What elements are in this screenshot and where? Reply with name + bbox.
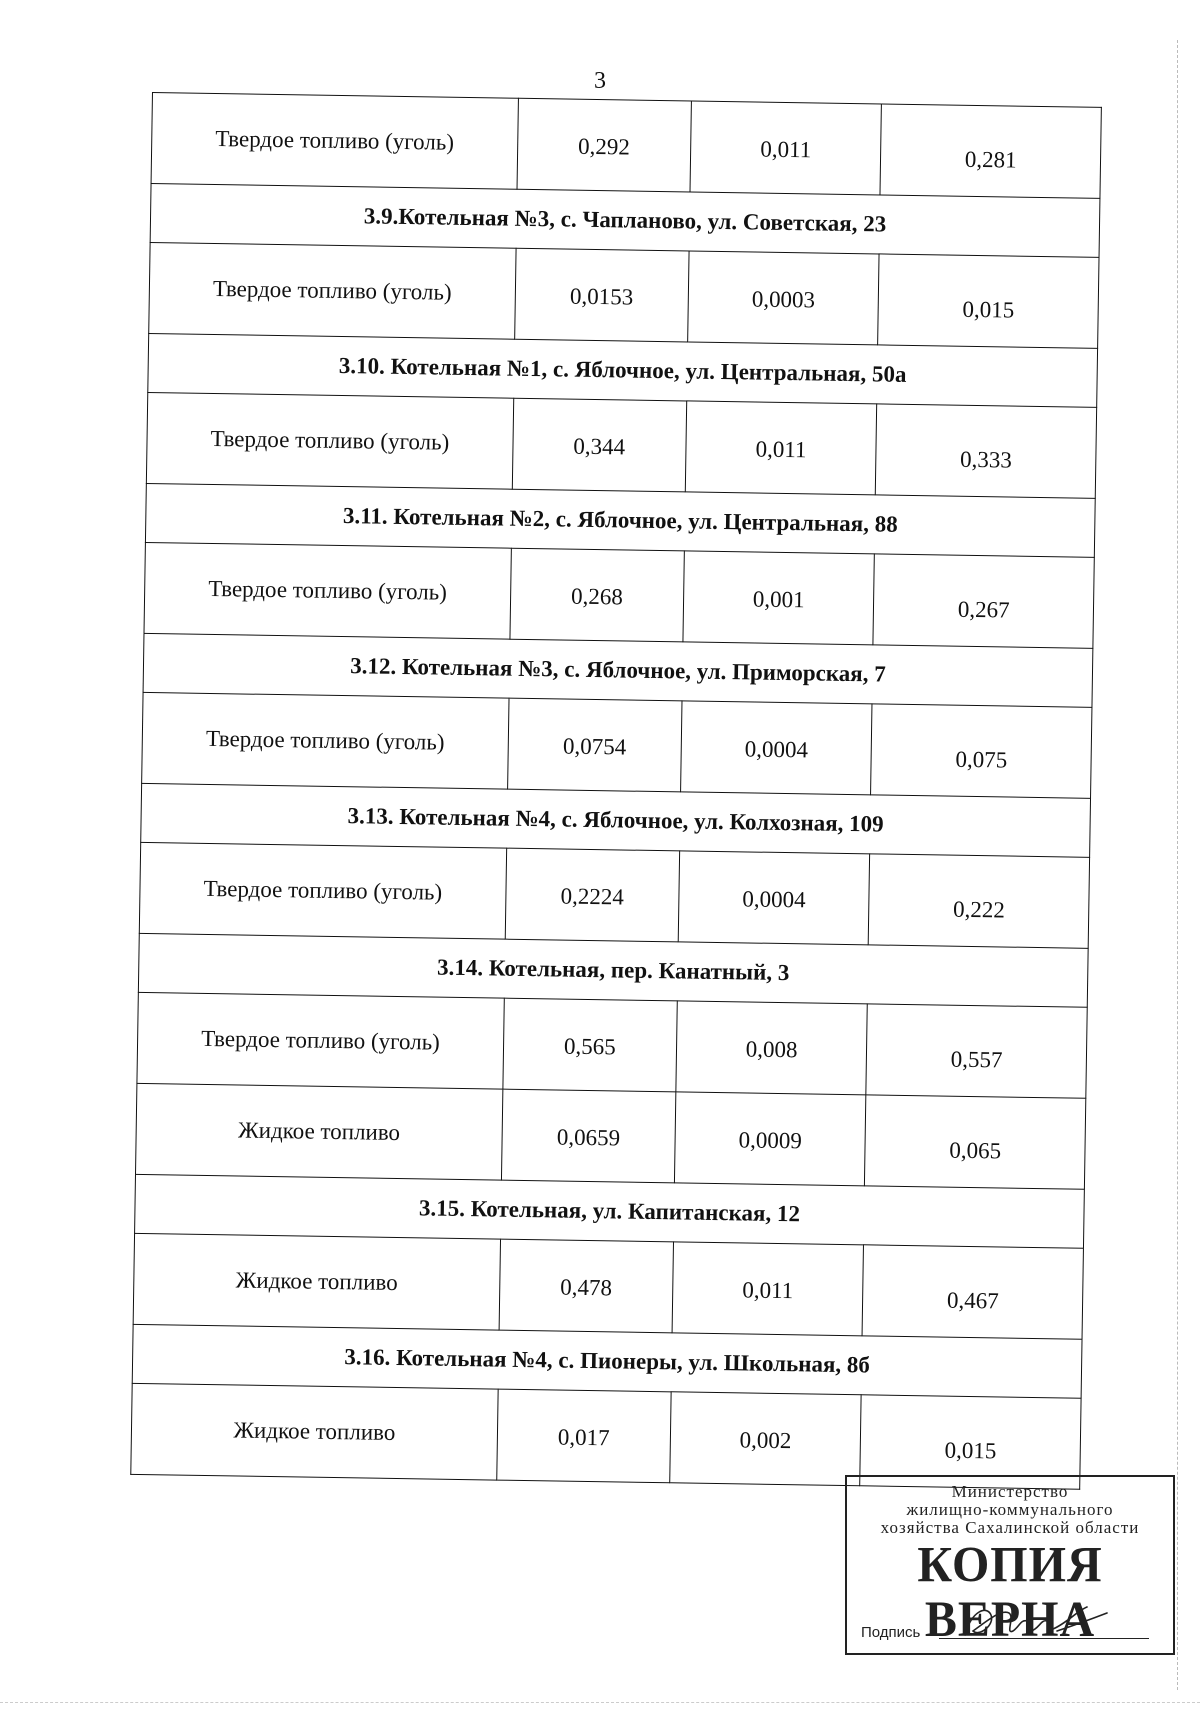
data-row [139,842,1089,948]
data-row [151,93,1101,199]
value-cell-2: 0,0004 [680,701,872,795]
value-cell-3: 0,065 [865,1095,1086,1189]
value-cell-1: 0,017 [497,1389,671,1483]
value-cell-1: 0,344 [512,398,686,492]
fuel-type-cell: Твердое топливо (уголь) [149,242,516,339]
value-cell-3: 0,222 [869,854,1090,948]
section-title: 3.11. Котельная №2, с. Яблочное, ул. Центральная, 88 [145,483,1095,557]
value-cell-3: 0,333 [876,404,1097,498]
fuel-type-cell: Твердое топливо (уголь) [142,692,509,789]
value-cell-3: 0,557 [866,1004,1087,1098]
stamp-title: КОПИЯ ВЕРНА [917,1537,1103,1648]
table-body [131,93,1102,1490]
fuel-type-cell: Твердое топливо (уголь) [144,542,511,639]
stamp-sign-label: Подпись [861,1624,921,1641]
fuel-type-cell: Жидкое топливо [133,1233,500,1330]
fuel-type-cell: Твердое топливо (уголь) [139,842,506,939]
data-row [146,392,1096,498]
value-cell-1: 0,478 [499,1239,673,1333]
scan-edge-bottom [0,1702,1200,1703]
value-cell-2: 0,011 [685,401,877,495]
value-cell-3: 0,267 [873,554,1094,648]
value-cell-3: 0,281 [880,104,1101,198]
data-row [144,542,1094,648]
value-cell-2: 0,001 [683,551,875,645]
fuel-type-cell: Твердое топливо (уголь) [151,93,518,190]
stamp-ministry: Министерство [951,1482,1069,1501]
scan-edge-right [1177,40,1184,1690]
page-number: 3 [594,68,606,94]
value-cell-1: 0,0754 [507,698,681,792]
value-cell-3: 0,467 [863,1245,1084,1339]
value-cell-3: 0,015 [860,1395,1081,1489]
section-title: 3.10. Котельная №1, с. Яблочное, ул. Центральная, 50а [148,333,1098,407]
fuel-balance-table [130,92,1102,1490]
data-row [135,1083,1085,1189]
section-title: 3.12. Котельная №3, с. Яблочное, ул. Приморская, 7 [143,633,1093,707]
value-cell-1: 0,268 [510,548,684,642]
stamp-ministry-line2: жилищно-коммунального [906,1500,1114,1519]
section-title: 3.15. Котельная, ул. Капитанская, 12 [135,1174,1085,1248]
data-row [131,1383,1081,1489]
data-row [133,1233,1083,1339]
value-cell-2: 0,008 [676,1001,868,1095]
data-row [149,242,1099,348]
section-title: 3.13. Котельная №4, с. Яблочное, ул. Колхозная, 109 [141,783,1091,857]
section-title: 3.9.Котельная №3, с. Чапланово, ул. Советская, 23 [150,183,1100,257]
value-cell-1: 0,2224 [505,848,679,942]
value-cell-1: 0,292 [517,98,691,192]
section-title: 3.14. Котельная, пер. Канатный, 3 [138,933,1088,1007]
fuel-type-cell: Твердое топливо (уголь) [146,392,513,489]
value-cell-1: 0,565 [503,998,677,1092]
fuel-type-cell: Жидкое топливо [135,1083,502,1180]
handwritten-signature [957,1601,1117,1645]
value-cell-2: 0,002 [669,1392,861,1486]
value-cell-1: 0,0153 [515,248,689,342]
value-cell-2: 0,011 [690,101,882,195]
data-row [137,992,1087,1098]
stamp-ministry-line3: хозяйства Сахалинской области [880,1518,1140,1537]
value-cell-2: 0,0003 [687,251,879,345]
value-cell-1: 0,0659 [501,1089,675,1183]
value-cell-2: 0,0004 [678,851,870,945]
value-cell-2: 0,011 [672,1242,864,1336]
copy-certified-stamp [845,1475,1175,1655]
section-title: 3.16. Котельная №4, с. Пионеры, ул. Школьная, 8б [132,1324,1082,1398]
fuel-type-cell: Твердое топливо (уголь) [137,992,504,1089]
value-cell-2: 0,0009 [674,1092,866,1186]
fuel-type-cell: Жидкое топливо [131,1383,498,1480]
data-row [142,692,1092,798]
value-cell-3: 0,015 [878,254,1099,348]
value-cell-3: 0,075 [871,704,1092,798]
